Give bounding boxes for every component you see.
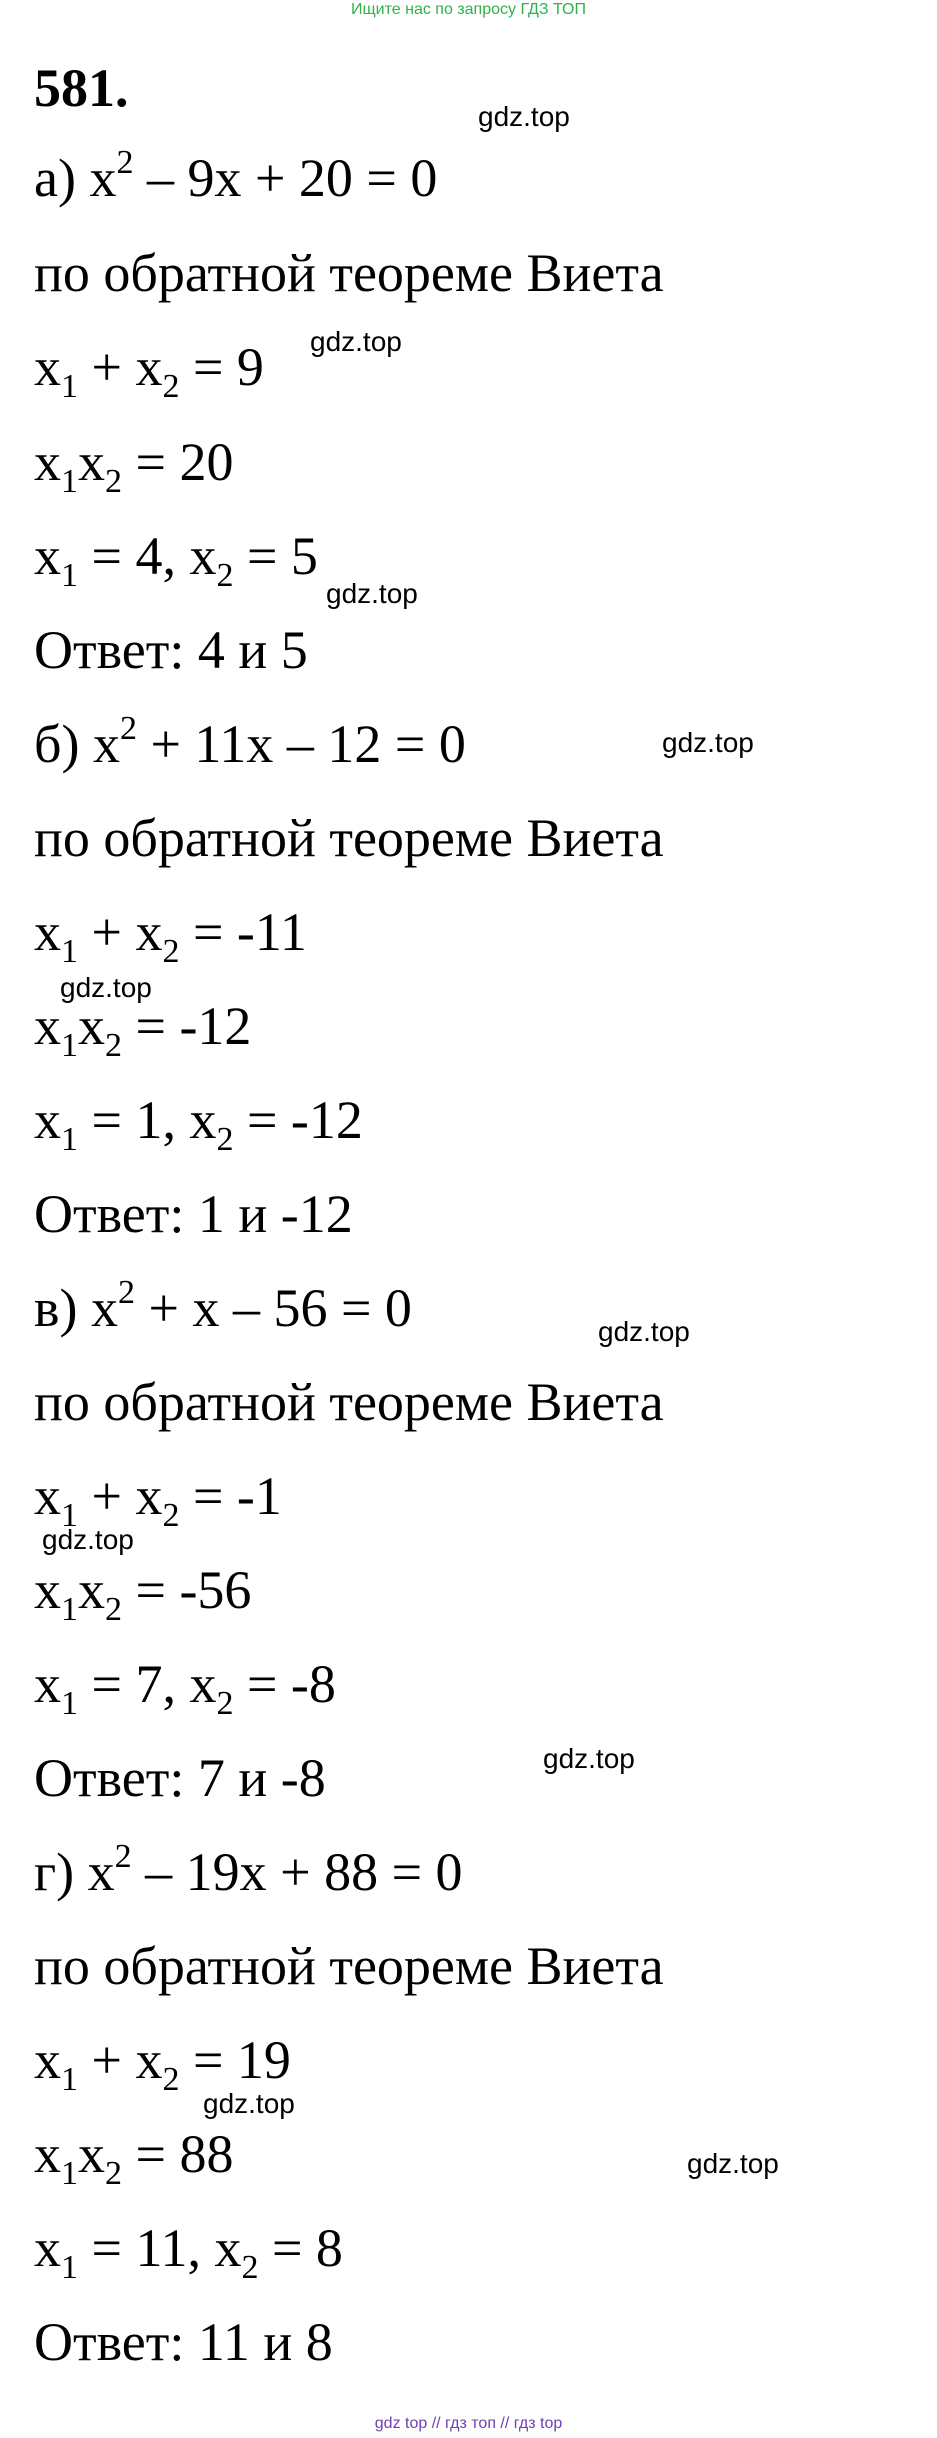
equation-b: б) $x^2 + 11x - 12 = 0$ [34,710,466,774]
product-c: $x_1x_2 = -56$ [34,1560,252,1628]
method-b: по обратной теореме Виета [34,808,664,868]
equation-d: г) $x^2 - 19x + 88 = 0$ [34,1838,463,1902]
roots-d: $x_1 = 11$, $x_2 = 8$ [34,2218,343,2286]
roots-c: $x_1 = 7$, $x_2 = -8$ [34,1654,336,1722]
watermark: gdz.top [478,101,570,132]
watermark: gdz.top [60,972,152,1003]
equation-c: в) $x^2 + x - 56 = 0$ [34,1274,412,1338]
sum-c: $x_1 + x_2 = -1$ [34,1466,282,1534]
sum-b: $x_1 + x_2 = -11$ [34,902,307,970]
answer-d: Ответ: 11 и 8 [34,2312,333,2372]
method-d: по обратной теореме Виета [34,1936,664,1996]
roots-b: $x_1 = 1$, $x_2 = -12$ [34,1090,363,1158]
answer-a: Ответ: 4 и 5 [34,620,308,680]
problem-number: 581. [34,58,129,118]
watermark: gdz.top [687,2148,779,2179]
product-d: $x_1x_2 = 88$ [34,2124,234,2192]
answer-b: Ответ: 1 и -12 [34,1184,353,1244]
equation-a: а) $x^2 - 9x + 20 = 0$ [34,144,438,208]
watermark: gdz.top [310,326,402,357]
top-banner: Ищите нас по запросу ГДЗ ТОП [351,1,586,18]
method-a: по обратной теореме Виета [34,243,664,303]
watermark: gdz.top [203,2088,295,2119]
answer-c: Ответ: 7 и -8 [34,1748,326,1808]
sum-a: $x_1 + x_2 = 9$ [34,337,264,405]
method-c: по обратной теореме Виета [34,1372,664,1432]
sum-d: $x_1 + x_2 = 19$ [34,2030,291,2098]
watermark: gdz.top [543,1743,635,1774]
roots-a: $x_1 = 4$, $x_2 = 5$ [34,526,318,594]
product-a: $x_1x_2 = 20$ [34,432,234,500]
watermark: gdz.top [598,1316,690,1347]
watermark: gdz.top [662,727,754,758]
footer-links: gdz top // гдз топ // гдз top [374,2415,563,2432]
watermark: gdz.top [42,1524,134,1555]
product-b: $x_1x_2 = -12$ [34,996,252,1064]
watermark: gdz.top [326,578,418,609]
